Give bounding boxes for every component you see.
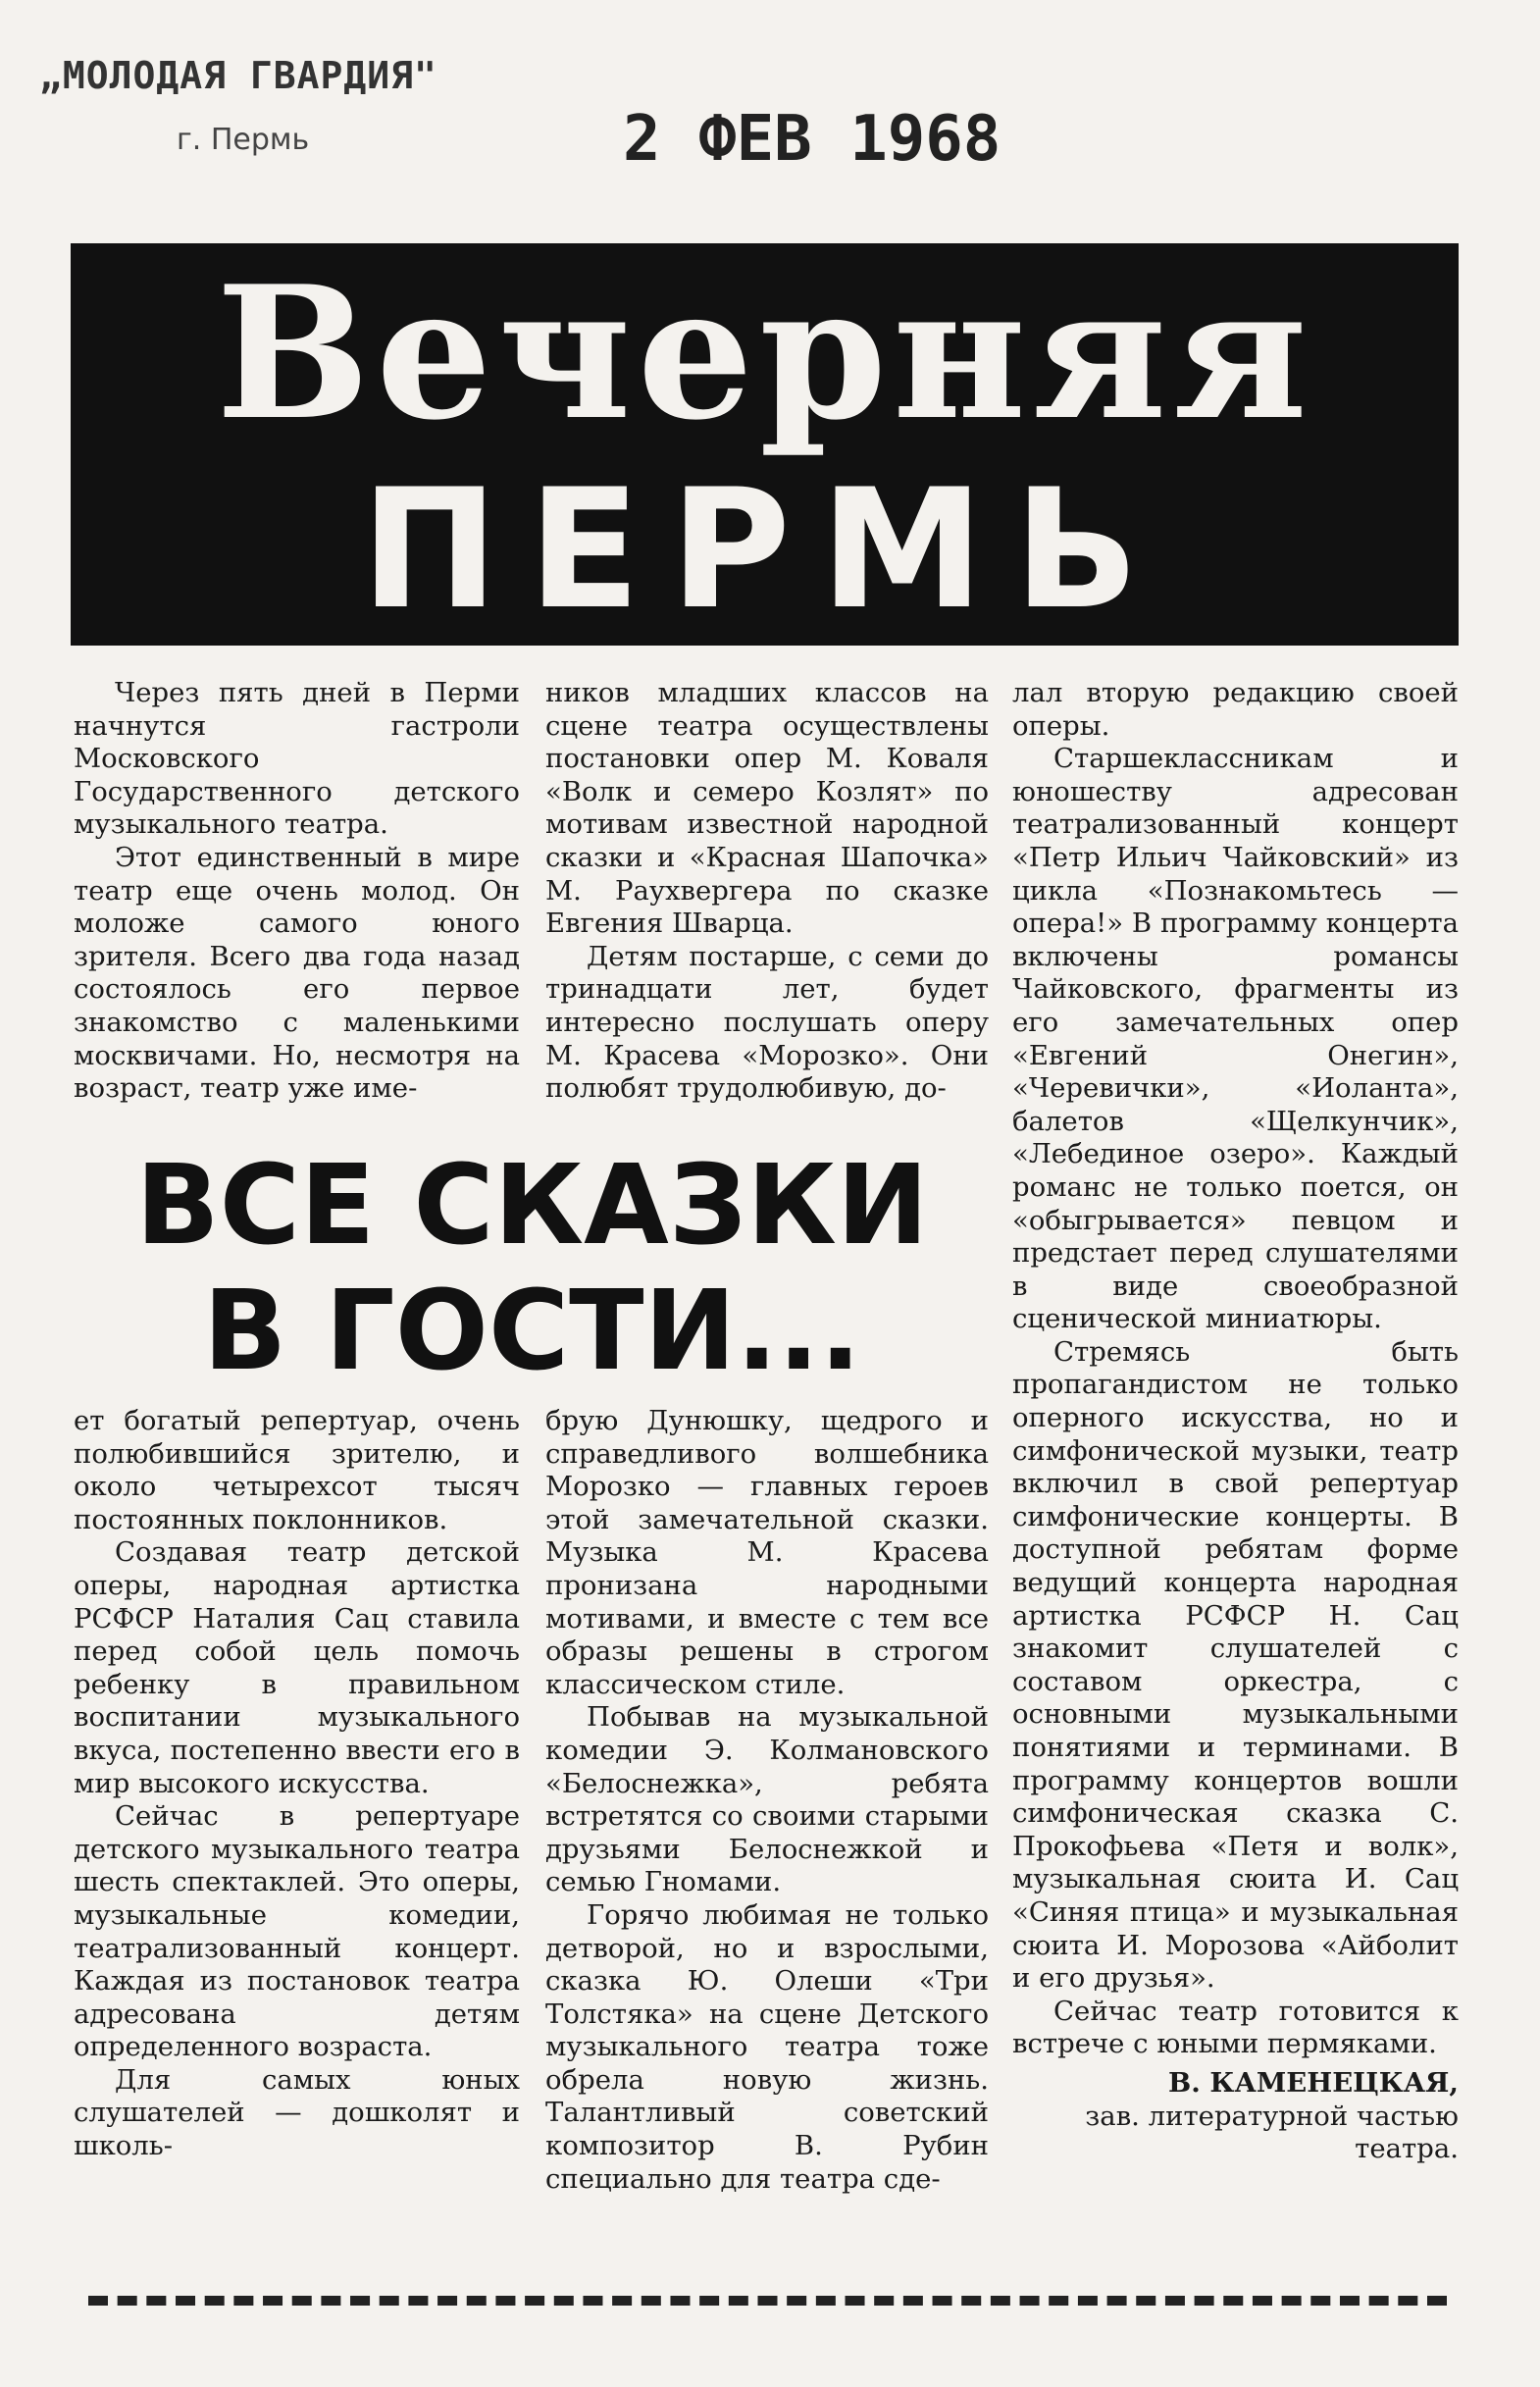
paragraph: Старшеклассникам и юношеству адресован театрализованный концерт «Петр Ильич Чайковский» из цикла «Познакомьтесь — опера!» В программу концерта включены романсы Чайковского, фрагменты из его замечательных опер «Евгений Онегин», «Черевички», «Иоланта», балетов «Щелкунчик», «Лебединое озеро». Каждый романс не только поется, он «обыгрывается» певцом и предстает перед слушателями в виде своеобразной сценической миниатюры. — [1012, 743, 1459, 1335]
paragraph: Через пять дней в Перми начнутся гастроли Московского Государственного детского музыкального театра. — [74, 677, 520, 841]
city-stamp: г. Пермь — [177, 123, 310, 157]
paragraph: Для самых юных слушателей — дошколят и школь- — [74, 2063, 520, 2162]
masthead-title: Вечерняя — [215, 245, 1314, 460]
paragraph: ников младших классов на сцене театра осуществлены постановки опер М. Коваля «Волк и семеро Козлят» по мотивам известной народной сказки и «Красная Шапочка» М. Раухвергера по сказке Евгения Шварца. — [545, 677, 989, 940]
paragraph: лал вторую редакцию своей оперы. — [1012, 677, 1459, 742]
paragraph: Этот единственный в мире театр еще очень молод. Он моложе самого юного зрителя. Всего два года назад состоялось его первое знакомство с маленькими москвичами. Но, несмотря на возраст, театр уже име- — [74, 841, 520, 1105]
headline-line-1: ВСЕ СКАЗКИ — [135, 1142, 929, 1270]
article-column-3 — [1012, 677, 1459, 2286]
paragraph: Создавая театр детской оперы, народная артистка РСФСР Наталия Сац ставила перед собой цель помочь ребенку в правильном воспитании музыкального вкуса, постепенно ввести его в мир высокого искусства. — [74, 1536, 520, 1799]
paragraph: Горячо любимая не только детворой, но и взрослыми, сказка Ю. Олеши «Три Толстяка» на сцене Детского музыкального театра тоже обрела новую жизнь. Талантливый советский композитор В. Рубин специально для театра сде- — [545, 1898, 989, 2195]
paragraph: Детям постарше, с семи до тринадцати лет, будет интересно послушать оперу М. Красева «Морозко». Они полюбят трудолюбивую, до- — [545, 940, 989, 1105]
article-column-5 — [545, 1405, 989, 2288]
masthead-banner — [71, 243, 1459, 646]
paragraph: Сейчас в репертуаре детского музыкального театра шесть спектаклей. Это оперы, музыкальные комедии, театрализованный концерт. Каждая из постановок театра адресована детям определенного возраста. — [74, 1800, 520, 2063]
paragraph: ет богатый репертуар, очень полюбившийся зрителю, и около четырехсот тысяч постоянных поклонников. — [74, 1405, 520, 1535]
date-stamp: 2 ФЕВ 1968 — [623, 103, 1001, 176]
paragraph: Стремясь быть пропагандистом не только оперного искусства, но и симфонической музыки, театр включил в свой репертуар симфонические концерты. В доступной ребятам форме ведущий концерта народная артистка РСФСР Н. Сац знакомит слушателей с составом оркестра, с основными музыкальными понятиями и терминами. В программу концертов вошли симфоническая сказка С. Прокофьева «Петя и волк», музыкальная сюита И. Сац «Синяя птица» и музыкальная сюита И. Морозова «Айболит и его друзья». — [1012, 1335, 1459, 1995]
article-headline — [74, 1143, 991, 1394]
article-column-2 — [545, 677, 989, 1138]
paragraph: Сейчас театр готовится к встрече с юными пермяками. — [1012, 1995, 1459, 2060]
author-name: В. КАМЕНЕЦКАЯ, — [1168, 2066, 1459, 2099]
masthead-city: ПЕРМЬ — [360, 453, 1169, 646]
article-column-4 — [74, 1405, 520, 2288]
paragraph: брую Дунюшку, щедрого и справедливого волшебника Морозко — главных героев этой замечательной сказки. Музыка М. Красева пронизана народными мотивами, и вместе с тем все образы решены в строгом классическом стиле. — [545, 1405, 989, 1700]
author-role: зав. литературной частью — [1085, 2100, 1459, 2132]
headline-line-2: В ГОСТИ... — [203, 1268, 861, 1395]
bottom-divider — [88, 2296, 1447, 2315]
author-role-cont: театра. — [1355, 2133, 1459, 2165]
newspaper-stamp: „МОЛОДАЯ ГВАРДИЯ" — [39, 54, 437, 97]
paragraph: Побывав на музыкальной комедии Э. Колмановского «Белоснежка», ребята встретятся со своими старыми друзьями Белоснежкой и семью Гномами. — [545, 1701, 989, 1898]
article-column-1 — [74, 677, 520, 1138]
